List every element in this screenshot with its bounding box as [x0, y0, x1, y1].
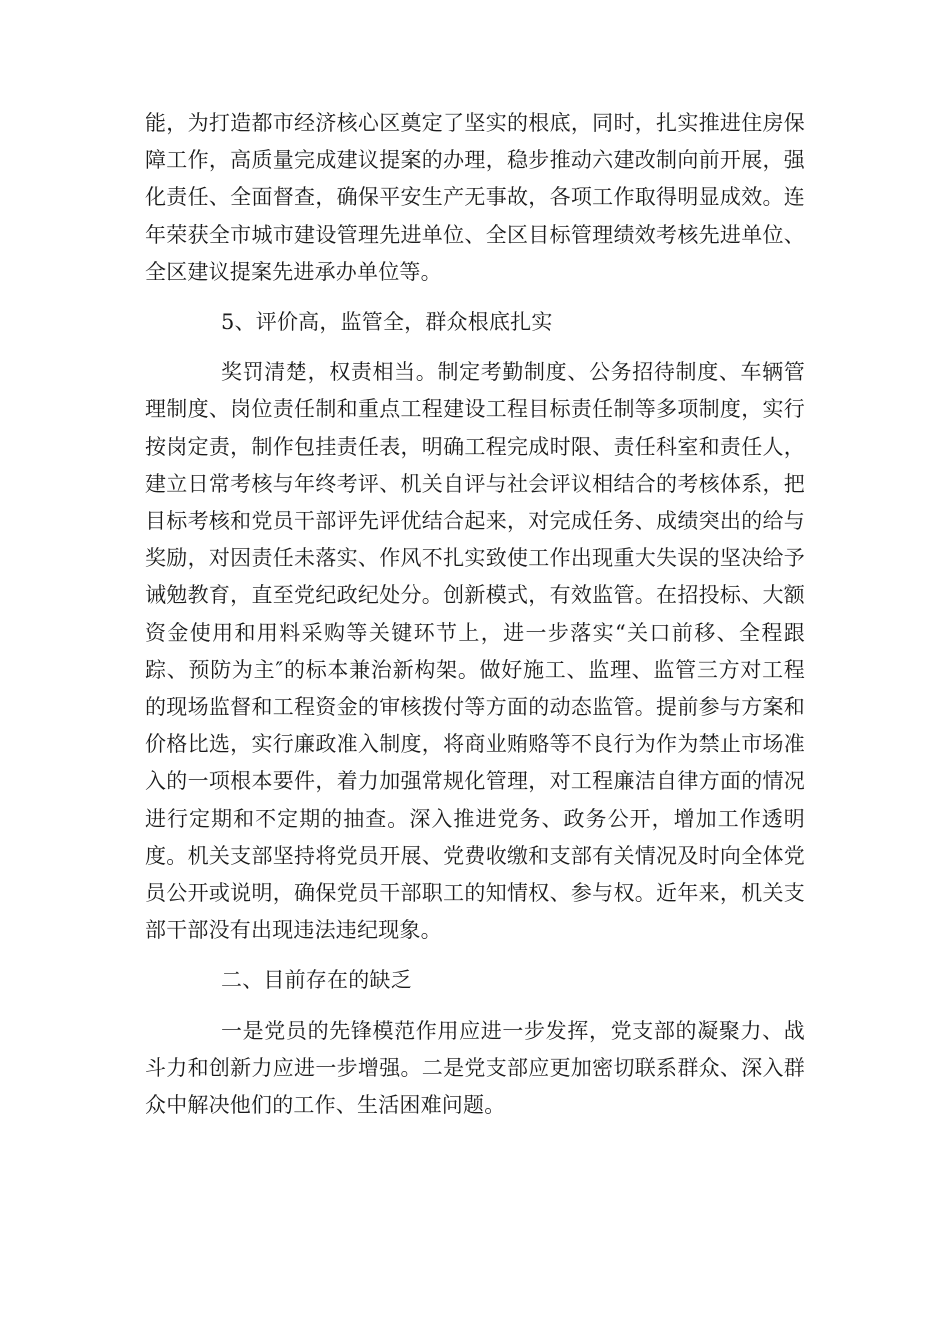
- paragraph-continuation: 能，为打造都市经济核心区奠定了坚实的根底，同时，扎实推进住房保障工作，高质量完成建议提案的办理，稳步推动六建改制向前开展，强化责任、全面督查，确保平安生产无事故，各项工作取得明显成效。连年荣获全市城市建设管理先进单位、全区目标管理绩效考核先进单位、全区建议提案先进承办单位等。: [145, 111, 805, 284]
- section-heading-evaluation: 5、评价高，监管全，群众根底扎实: [221, 310, 553, 335]
- section-heading-shortcomings: 二、目前存在的缺乏: [221, 968, 412, 993]
- document-body: [145, 105, 805, 1124]
- paragraph-shortcomings: 一是党员的先锋模范作用应进一步发挥，党支部的凝聚力、战斗力和创新力应进一步增强。二是党支部应更加密切联系群众、深入群众中解决他们的工作、生活困难问题。: [145, 1018, 805, 1118]
- paragraph-supervision: 奖罚清楚，权责相当。制定考勤制度、公务招待制度、车辆管理制度、岗位责任制和重点工程建设工程目标责任制等多项制度，实行按岗定责，制作包挂责任表，明确工程完成时限、责任科室和责任人，建立日常考核与年终考评、机关自评与社会评议相结合的考核体系，把目标考核和党员干部评先评优结合起来，对完成任务、成绩突出的给与奖励，对因责任未落实、作风不扎实致使工作出现重大失误的坚决给予诫勉教育，直至党纪政纪处分。创新模式，有效监管。在招投标、大额资金使用和用料采购等关键环节上，进一步落实“关口前移、全程跟踪、预防为主″的标本兼治新构架。做好施工、监理、监管三方对工程的现场监督和工程资金的审核拨付等方面的动态监管。提前参与方案和价格比选，实行廉政准入制度，将商业贿赂等不良行为作为禁止市场准入的一项根本要件，着力加强常规化管理，对工程廉洁自律方面的情况进行定期和不定期的抽查。深入推进党务、政务公开，增加工作透明度。机关支部坚持将党员开展、党费收缴和支部有关情况及时向全体党员公开或说明，确保党员干部职工的知情权、参与权。近年来，机关支部干部没有出现违法违纪现象。: [145, 360, 805, 943]
